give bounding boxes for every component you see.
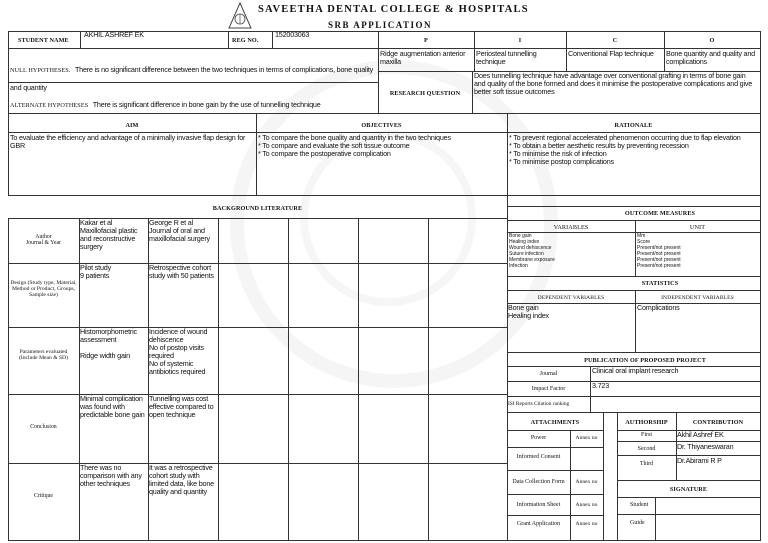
pico-header-p: P: [424, 37, 428, 44]
bg-row-label-author: Author Journal & Year: [26, 234, 61, 246]
null-hypothesis-label: NULL HYPOTHESES.: [10, 67, 71, 74]
aim-text: To evaluate the efficiency and advantage of a minimally invasive flap design for GBR: [10, 133, 246, 150]
bg-cell: There was no comparison with any other techniques: [80, 463, 142, 488]
attachment-annex: Annex no: [575, 479, 598, 485]
units-list: [637, 233, 758, 269]
unit-item: Present/not present: [637, 251, 681, 257]
objectives-label: OBJECTIVES: [361, 122, 402, 129]
unit-item: Present/not present: [637, 257, 681, 263]
publication-title: PUBLICATION OF PROPOSED PROJECT: [584, 357, 706, 364]
author-name: Dr. Thiyaneswaran: [677, 442, 734, 451]
author-role: First: [640, 432, 652, 438]
variable-item: Healing index: [509, 239, 540, 245]
variable-item: Suture infection: [509, 251, 544, 257]
objective-item: * To compare and evaluate the soft tissue outcome: [258, 141, 410, 150]
dependent-variable-item: Bone gain: [508, 303, 539, 312]
impact-factor-value: 3.723: [592, 381, 609, 390]
authorship-title: AUTHORSHIP: [625, 419, 668, 426]
bg-cell: It was a retrospective cohort study with limited data, like bone quality and quantity: [149, 463, 214, 496]
attachment-label: Grant Application: [516, 521, 561, 527]
student-name-value: AKHIL ASHREF EK: [84, 30, 144, 39]
bg-cell: Tunnelling was cost effective compared to open technique: [149, 394, 214, 419]
bg-row-label-conclusion: Conclusion: [30, 424, 57, 430]
journal-value: Clinical oral implant research: [592, 366, 679, 375]
signature-field-guide[interactable]: [656, 515, 759, 539]
unit-item: Score: [637, 239, 651, 245]
bg-cell: Kakar et al Maxillofacial plastic and reconstructive surgery: [80, 218, 138, 251]
alternate-hypothesis: [10, 94, 376, 112]
rationale-item: * To obtain a better aesthetic results by preventing recession: [509, 141, 689, 150]
aim-label: AIM: [125, 122, 139, 129]
variable-item: Wound dehiscence: [509, 245, 552, 251]
attachment-annex: Annex no: [575, 521, 598, 527]
unit-item: Mm: [637, 233, 646, 239]
impact-factor-label: Impact Factor: [531, 386, 566, 392]
college-title: SAVEETHA DENTAL COLLEGE & HOSPITALS: [258, 4, 529, 15]
journal-label: Journal: [539, 371, 558, 377]
attachments-title: ATTACHMENTS: [530, 419, 580, 426]
rationale-label: RATIONALE: [614, 122, 653, 129]
signature-row-label: Student: [630, 502, 649, 508]
signature-title: SIGNATURE: [669, 486, 708, 493]
rationale-list: [509, 134, 758, 166]
research-question-label: RESEARCH QUESTION: [389, 90, 461, 97]
objective-item: * To compare the postoperative complication: [258, 149, 391, 158]
bg-cell: Minimal complication was found with predictable bone gain: [80, 394, 145, 419]
bg-row-label-critique: Critique: [34, 493, 53, 499]
reg-no-label: REG NO.: [232, 37, 259, 44]
college-logo: [228, 2, 252, 30]
attachment-annex: Annex no: [575, 435, 598, 441]
variable-item: Membrane exposure: [509, 257, 555, 263]
pico-header-c: C: [612, 37, 618, 44]
signature-field-student[interactable]: [656, 498, 759, 513]
rationale-item: * To minimise postop complications: [509, 157, 614, 166]
attachment-label: Data Collection Form: [512, 479, 565, 485]
outcome-measures-title: OUTCOME MEASURES: [624, 210, 696, 217]
pico-header-i: I: [518, 37, 522, 44]
variable-item: Infection: [509, 263, 528, 269]
independent-variables-list: [637, 304, 758, 312]
rationale-item: * To prevent regional accelerated phenomenon occurring due to flap elevation: [509, 133, 741, 142]
author-name: Akhil Ashref EK: [677, 430, 724, 439]
statistics-title: STATISTICS: [641, 280, 679, 287]
independent-variables-label: INDEPENDENT VARIABLES: [661, 295, 734, 301]
research-question-text: Does tunnelling technique have advantage over conventional grafting in terms of bone gain and quality of the bone formed and does it minimise the postoperative complications and give better soft tissue outcomes: [474, 71, 753, 96]
rationale-item: * To minimise the risk of infection: [509, 149, 607, 158]
null-hypothesis-text: There is no significant difference between the two techniques in terms of complications, bone quality and quantity: [10, 65, 374, 92]
alternate-hypothesis-label: ALTERNATE HYPOTHESES: [10, 102, 89, 109]
bg-row-label-design: Design (Study type, Material, Method or Product, Groups, Sample size): [10, 280, 77, 298]
dependent-variables-label: DEPENDENT VARIABLES: [537, 295, 605, 301]
attachment-label: Information Sheet: [516, 502, 561, 508]
bg-cell: Pilot study 9 patients: [80, 263, 111, 280]
bg-cell: George R et al Journal of oral and maxillofacial surgery: [149, 218, 210, 243]
author-role: Third: [639, 461, 654, 467]
bg-cell: Retrospective cohort study with 50 patients: [149, 263, 214, 280]
pico-value-c: Conventional Flap technique: [568, 49, 654, 58]
unit-item: Present/not present: [637, 245, 681, 251]
author-role: Second: [637, 446, 656, 452]
author-name: Dr.Abirami R P: [677, 456, 722, 465]
bg-cell: Histomorphometric assessment Ridge width gain: [80, 327, 137, 360]
isi-citation-label: ISI Reports Citation ranking: [508, 401, 570, 407]
pico-value-p: Ridge augmentation anterior maxilla: [380, 49, 466, 66]
reg-no-value: 152003063: [275, 30, 310, 39]
independent-variable-item: Complications: [637, 303, 680, 312]
objective-item: * To compare the bone quality and quantity in the two techniques: [258, 133, 451, 142]
variables-label: VARIABLES: [553, 224, 589, 231]
pico-value-i: Periosteal tunnelling technique: [476, 49, 537, 66]
dependent-variables-list: [508, 304, 633, 320]
variable-item: Bone gain: [509, 233, 532, 239]
unit-label: UNIT: [689, 224, 706, 231]
student-name-label: STUDENT NAME: [18, 37, 69, 44]
alternate-hypothesis-text: There is significant difference in bone gain by the use of tunnelling technique: [92, 100, 321, 109]
variables-list: [509, 233, 633, 269]
unit-item: Present/not present: [637, 263, 681, 269]
bg-cell: Incidence of wound dehiscence No of postop visits required No of systemic antibiotics required: [149, 327, 208, 376]
dependent-variable-item: Healing index: [508, 311, 549, 320]
contribution-label: CONTRIBUTION: [692, 419, 744, 426]
form-title: SRB APPLICATION: [327, 20, 433, 30]
signature-row-label: Guide: [630, 520, 645, 526]
attachment-annex: Annex no: [575, 502, 598, 508]
bg-row-label-parameters: Parameters evaluated (Include Mean & SD): [19, 349, 68, 361]
objectives-list: [258, 134, 505, 158]
attachment-label: Power: [530, 435, 547, 441]
attachment-label: Informed Consent: [516, 454, 561, 460]
null-hypothesis: [10, 59, 376, 95]
background-literature-title: BACKGROUND LITERATURE: [212, 205, 303, 212]
pico-header-o: O: [709, 37, 715, 44]
pico-value-o: Bone quantity and quality and complications: [666, 49, 755, 66]
